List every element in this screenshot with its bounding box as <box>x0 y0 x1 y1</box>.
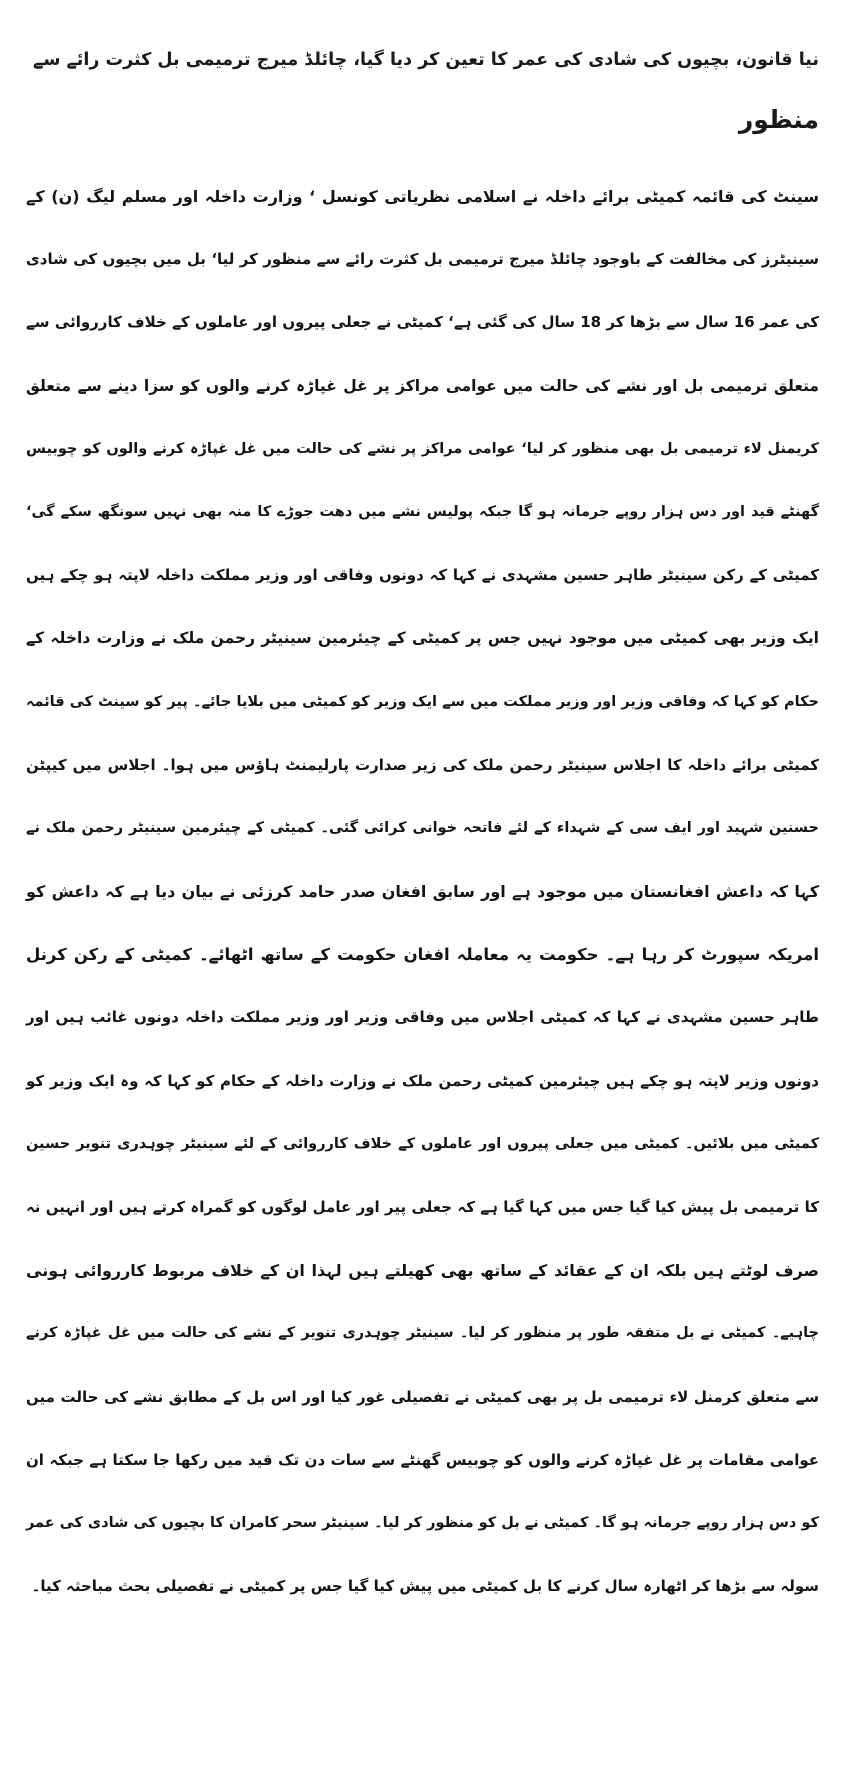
article-line: سے متعلق کرمنل لاء ترمیمی بل پر بھی کمیٹی نے تفصیلی غور کیا اور اس بل کے مطابق نشے کی حالت میں <box>26 1387 819 1406</box>
article-line: عوامی مقامات پر غل غپاڑہ کرنے والوں کو چوبیس گھنٹے سے سات دن تک قید میں رکھا جا سکتا ہے جبکہ ان <box>26 1450 819 1469</box>
article-line: سینیٹرز کی مخالفت کے باوجود چائلڈ میرج ترمیمی بل کثرت رائے سے منظور کر لیا‘ بل میں بچیوں کی شادی <box>26 250 819 269</box>
article-line: کریمنل لاء ترمیمی بل بھی منظور کر لیا‘ عوامی مراکز پر نشے کی حالت میں غل غپاڑہ کرنے والوں کو چوبیس <box>26 440 819 457</box>
headline-line: منظور <box>738 105 819 134</box>
article-line: کمیٹی کے رکن سینیٹر طاہر حسین مشہدی نے کہا کہ دونوں وفاقی اور وزیر مملکت داخلہ لاپتہ ہو چکے ہیں <box>26 566 819 585</box>
article-line: صرف لوٹتے ہیں بلکہ ان کے عقائد کے ساتھ بھی کھیلتے ہیں لہذا ان کے خلاف مربوط کارروائی ہونی <box>26 1261 819 1281</box>
article-body <box>26 165 819 1618</box>
article-line: کی عمر 16 سال سے بڑھا کر 18 سال کی گئی ہے‘ کمیٹی نے جعلی پیروں اور عاملوں کے خلاف کارروائی سے <box>26 313 819 332</box>
article-line: متعلق ترمیمی بل اور نشے کی حالت میں عوامی مراکز پر غل غپاڑہ کرنے والوں کو سزا دینے سے متعلق <box>26 376 819 395</box>
article-line: سولہ سے بڑھا کر اٹھارہ سال کرنے کا بل کمیٹی میں پیش کیا گیا جس پر کمیٹی نے تفصیلی بحث مباحثہ کیا۔ <box>31 1577 819 1596</box>
headline-line: نیا قانون، بچیوں کی شادی کی عمر کا تعین کر دیا گیا، چائلڈ میرج ترمیمی بل کثرت رائے سے <box>33 50 819 70</box>
article-headline <box>26 30 819 150</box>
article-line: کہا کہ داعش افغانستان میں موجود ہے اور سابق افغان صدر حامد کرزئی نے بیان دیا ہے کہ داعش کو <box>26 882 819 902</box>
article-line: امریکہ سپورٹ کر رہا ہے۔ حکومت یہ معاملہ افغان حکومت کے ساتھ اٹھائے۔ کمیٹی کے رکن کرنل <box>26 945 819 965</box>
article-line: سینٹ کی قائمہ کمیٹی برائے داخلہ نے اسلامی نظریاتی کونسل ‘ وزارت داخلہ اور مسلم لیگ (ن) کے <box>26 187 819 206</box>
article-line: کو دس ہزار روپے جرمانہ ہو گا۔ کمیٹی نے بل کو منظور کر لیا۔ سینیٹر سحر کامران کا بچیوں کی شادی کی عمر <box>26 1514 819 1531</box>
article-line: حسنین شہید اور ایف سی کے شہداء کے لئے فاتحہ خوانی کرائی گئی۔ کمیٹی کے چیئرمین سینیٹر رحمن ملک نے <box>26 819 819 836</box>
article-line: گھنٹے قید اور دس ہزار روپے جرمانہ ہو گا جبکہ پولیس نشے میں دھت جوڑے کا منہ بھی نہیں سونگھ سکے گی‘ <box>26 503 819 520</box>
article-line: طاہر حسین مشہدی نے کہا کہ کمیٹی اجلاس میں وفاقی وزیر اور وزیر مملکت داخلہ دونوں غائب ہیں اور <box>26 1008 819 1027</box>
article-line: کمیٹی میں بلائیں۔ کمیٹی میں جعلی پیروں اور عاملوں کے خلاف کارروائی کے لئے سینیٹر چوہدری تنویر حسین <box>26 1135 819 1152</box>
article-line: کمیٹی برائے داخلہ کا اجلاس سینیٹر رحمن ملک کی زیر صدارت پارلیمنٹ ہاؤس میں ہوا۔ اجلاس میں کیپٹن <box>26 755 819 774</box>
article-line: ایک وزیر بھی کمیٹی میں موجود نہیں جس پر کمیٹی کے چیئرمین سینیٹر رحمن ملک نے وزارت داخلہ کے <box>26 629 819 648</box>
article-line: حکام کو کہا کہ وفاقی وزیر اور وزیر مملکت میں سے ایک وزیر کو کمیٹی میں بلایا جائے۔ پیر کو سینٹ کی قائمہ <box>26 693 819 710</box>
article-line: دونوں وزیر لاپتہ ہو چکے ہیں چیئرمین کمیٹی رحمن ملک نے وزارت داخلہ کے حکام کو کہا کہ وہ ایک وزیر کو <box>26 1071 819 1090</box>
article-line: چاہیے۔ کمیٹی نے بل متفقہ طور پر منظور کر لیا۔ سینیٹر چوہدری تنویر کے نشے کی حالت میں غل غپاڑہ کرنے <box>26 1325 819 1342</box>
article-line: کا ترمیمی بل پیش کیا گیا جس میں کہا گیا ہے کہ جعلی پیر اور عامل لوگوں کو گمراہ کرتے ہیں اور انہیں نہ <box>26 1198 819 1216</box>
